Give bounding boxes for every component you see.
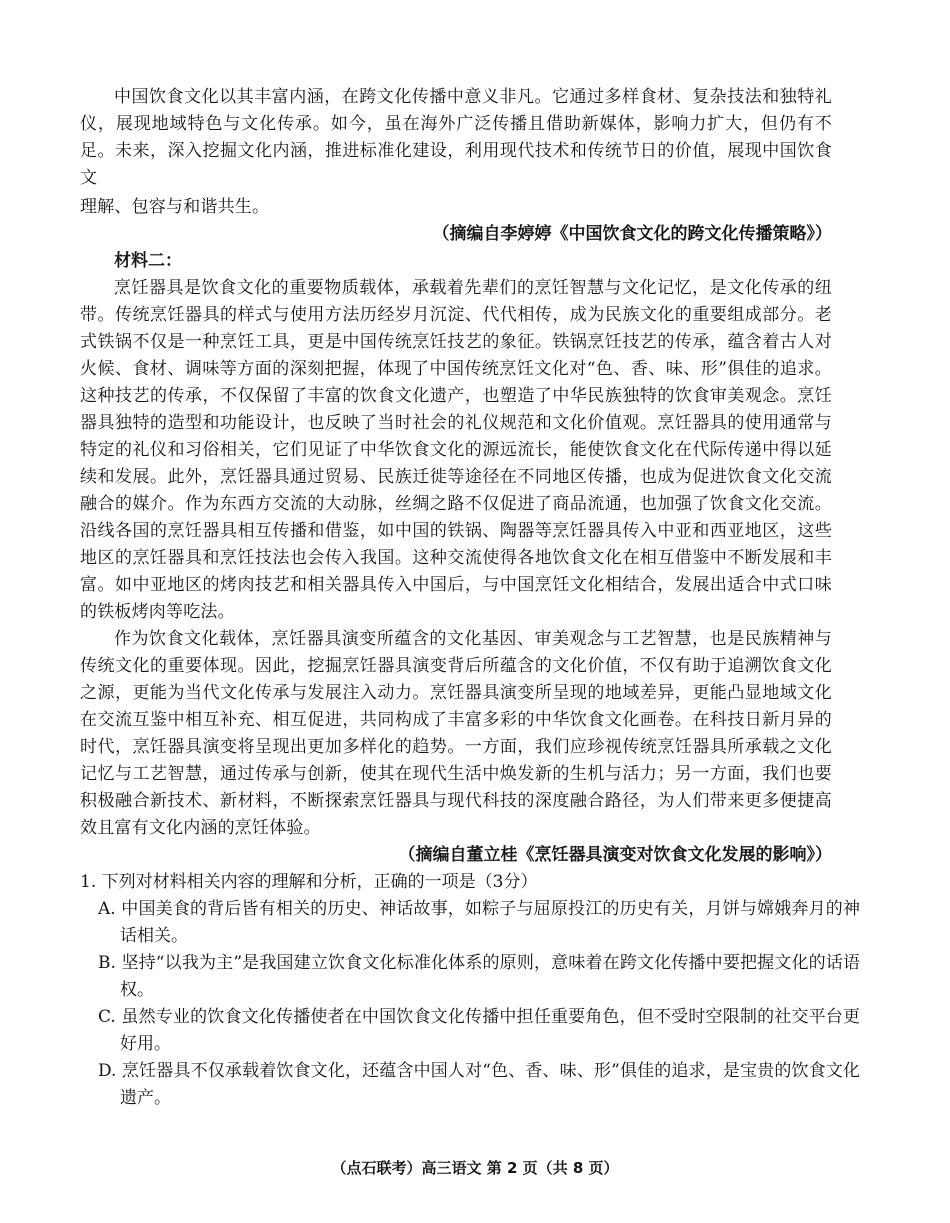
question-1-option-a: A. 中国美食的背后皆有相关的历史、神话故事，如粽子与屈原投江的历史有关，月饼与嫦娥奔月的神话相关。 (98, 899, 860, 946)
question-1-stem: 1. 下列对材料相关内容的理解和分析，正确的一项是（3分） (80, 872, 538, 892)
material1-ending-line: 理解、包容与和谐共生。 (80, 197, 270, 217)
material1-intro-paragraph: 中国饮食文化以其丰富内涵，在跨文化传播中意义非凡。它通过多样食材、复杂技法和独特礼仪，展现地域特色与文化传承。如今，虽在海外广泛传播且借助新媒体，影响力扩大，但仍有不足。未来，深入挖掘文化内涵，推进标准化建设，利用现代技术和传统节日的价值，展现中国饮食文 (80, 87, 832, 188)
material1-source: （摘编自李婷婷《中国饮食文化的跨文化传播策略》） (432, 224, 832, 244)
material2-paragraph-1: 烹饪器具是饮食文化的重要物质载体，承载着先辈们的烹饪智慧与文化记忆，是文化传承的纽带。传统烹饪器具的样式与使用方法历经岁月沉淀、代代相传，成为民族文化的重要组成部分。老式铁锅不仅是一种烹饪工具，更是中国传统烹饪技艺的象征。铁锅烹饪技艺的传承，蕴含着古人对火候、食材、调味等方面的深刻把握，体现了中国传统烹饪文化对“色、香、味、形”俱佳的追求。这种技艺的传承，不仅保留了丰富的饮食文化遗产，也塑造了中华民族独特的饮食审美观念。烹饪器具独特的造型和功能设计，也反映了当时社会的礼仪规范和文化价值观。烹饪器具的使用通常与特定的礼仪和习俗相关，它们见证了中华饮食文化的源远流长，能使饮食文化在代际传递中得以延续和发展。此外，烹饪器具通过贸易、民族迁徙等途径在不同地区传播，也成为促进饮食文化交流融合的媒介。作为东西方交流的大动脉，丝绸之路不仅促进了商品流通，也加强了饮食文化交流。沿线各国的烹饪器具相互传播和借鉴，如中国的铁锅、陶器等烹饪器具传入中亚和西亚地区，这些地区的烹饪器具和烹饪技法也会传入我国。这种交流使得各地饮食文化在相互借鉴中不断发展和丰富。如中亚地区的烤肉技艺和相关器具传入中国后，与中国烹饪文化相结合，发展出适合中式口味的铁板烤肉等吃法。 (80, 278, 832, 622)
material1-intro-clip (80, 84, 840, 188)
material2-paragraph-2: 作为饮食文化载体，烹饪器具演变所蕴含的文化基因、审美观念与工艺智慧，也是民族精神与传统文化的重要体现。因此，挖掘烹饪器具演变背后所蕴含的文化价值，不仅有助于追溯饮食文化之源，更能为当代文化传承与发展注入动力。烹饪器具演变所呈现的地域差异，更能凸显地域文化在交流互鉴中相互补充、相互促进，共同构成了丰富多彩的中华饮食文化画卷。在科技日新月异的时代，烹饪器具演变将呈现出更加多样化的趋势。一方面，我们应珍视传统烹饪器具所承载之文化记忆与工艺智慧，通过传承与创新，使其在现代生活中焕发新的生机与活力；另一方面，我们也要积极融合新技术、新材料，不断探索烹饪器具与现代科技的深度融合路径，为人们带来更多便捷高效且富有文化内涵的烹饪体验。 (80, 629, 832, 838)
question-1-option-c: C. 虽然专业的饮食文化传播使者在中国饮食文化传播中担任重要角色，但不受时空限制的社交平台更好用。 (98, 1007, 860, 1054)
question-1-option-d: D. 烹饪器具不仅承载着饮食文化，还蕴含中国人对“色、香、味、形”俱佳的追求，是宝贵的饮食文化遗产。 (98, 1061, 860, 1108)
material2-source: （摘编自董立桂《烹饪器具演变对饮食文化发展的影响》） (398, 845, 832, 865)
material2-heading: 材料二： (114, 251, 182, 271)
page-footer: （点石联考）高三语文 第 2 页（共 8 页） (331, 1159, 619, 1177)
question-1-option-b: B. 坚持“以我为主”是我国建立饮食文化标准化体系的原则，意味着在跨文化传播中要把握文化的话语权。 (98, 953, 860, 1000)
